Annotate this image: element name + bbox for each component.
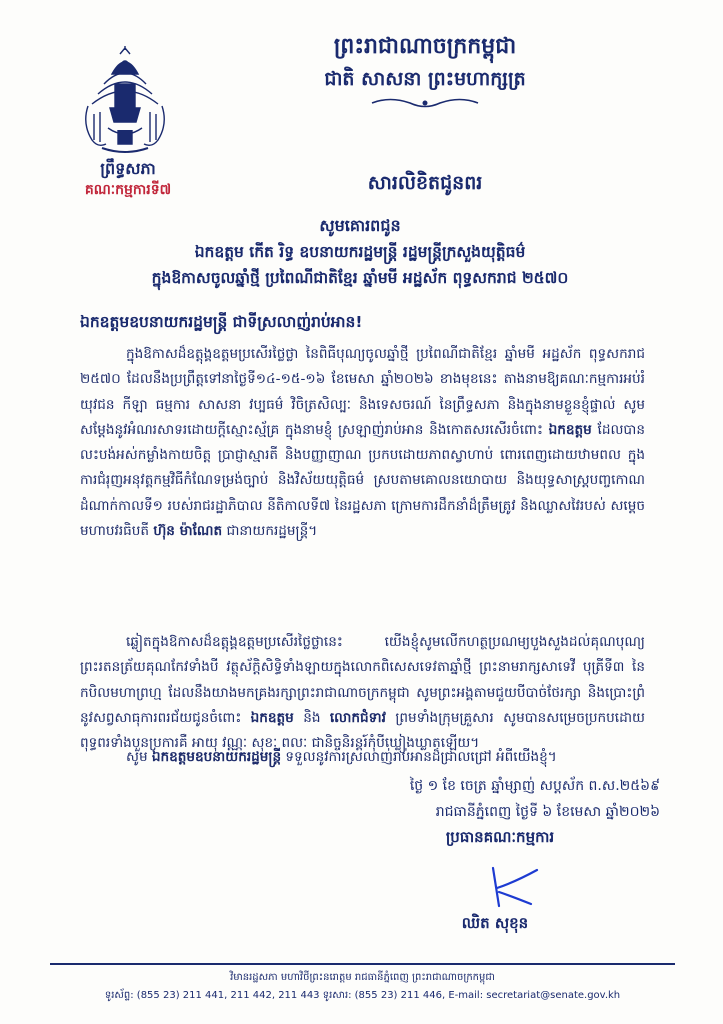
handwritten-signature-icon xyxy=(475,862,545,912)
paragraph-1-mid: ដែលបានលះបង់អស់កម្លាំងកាយចិត្ត ប្រាជ្ញាស្មារតី និងបញ្ញាញាណ ប្រកបដោយភាពស្វាហាប់ ពោរពេញដោយឋាមពល ក្នុងការជំរុញអនុវត្តកម្មវិធីកំណែទម្រង់ច្បាប់ និងវិស័យយុត្តិធម៌ ស្របតាមគោលនយោបាយ និងយុទ្ធសាស្ត្របញ្ចកោណ ដំណាក់កាលទី១ របស់រាជរដ្ឋាភិបាល នីតិកាលទី៧ នៃរដ្ឋសភា ក្រោមការដឹកនាំដ៏ត្រឹមត្រូវ និងឈ្លាសវៃរបស់ សម្ដេចមហាបវរធិបតី xyxy=(80,421,645,540)
document-title: សារលិខិតជូនពរ xyxy=(367,172,483,194)
lunar-date: ថ្ងៃ ១ ខែ ចេត្រ ឆ្នាំម្សាញ់ សប្តស័ក ព.ស.២៥៦៩ xyxy=(409,778,660,794)
solar-date: រាជធានីភ្នំពេញ ថ្ងៃទី ៦ ខែមេសា ឆ្នាំ២០២៦ xyxy=(435,804,660,820)
paragraph-3-tail: ទទួលនូវការស្រលាញ់រាប់អានដ៏ជ្រាលជ្រៅ អំពីយើងខ្ញុំ។ xyxy=(285,749,557,765)
footer-divider xyxy=(50,963,675,965)
salutation: ឯកឧត្តមឧបនាយករដ្ឋមន្ត្រី ជាទីស្រលាញ់រាប់អាន! xyxy=(80,313,363,331)
kingdom-heading: ព្រះរាជាណាចក្រកម្ពុជា xyxy=(333,34,517,59)
royal-arms-emblem-icon xyxy=(74,44,176,156)
ornament-divider-icon xyxy=(370,96,480,110)
paragraph-1-lead: ក្នុងឱកាសដ៏ឧត្តុង្គឧត្តមប្រសើរថ្លៃថ្លា នៃពិធីបុណ្យចូលឆ្នាំថ្មី ប្រពៃណីជាតិខ្មែរ ឆ្នាំមមី អដ្ឋស័ក ពុទ្ធសករាជ ២៥៧០ ដែលនឹងប្រព្រឹត្តទៅនាថ្ងៃទី១៤-១៥-១៦ ខែមេសា ឆ្នាំ២០២៦ ខាងមុខនេះ តាងនាមឱ្យគណៈកម្មការអប់រំ យុវជន កីឡា ធម្មការ សាសនា វប្បធម៌ វិចិត្រសិល្បៈ និងទេសចរណ៍ នៃព្រឹទ្ធសភា និងក្នុងនាមខ្លួនខ្ញុំផ្ទាល់ សូមសម្ដែងនូវអំណរសាទរដោយក្ដីស្មោះស្ម័គ្រ ក្នុងនាមខ្ញុំ ស្រឡាញ់រាប់អាន និងកោតសរសើរចំពោះ xyxy=(80,346,645,438)
footer-contact: ទូរស័ព្ទ: (855 23) 211 441, 211 442, 211 443 ទូរសារ: (855 23) 211 446, E-mail: secretariat@senate.gov.kh xyxy=(104,990,621,1001)
recipient-line: ឯកឧត្តម កើត រិទ្ធ ឧបនាយករដ្ឋមន្ត្រី រដ្ឋមន្ត្រីក្រសួងយុត្តិធម៌ xyxy=(194,243,526,261)
footer-address: វិមានរដ្ឋសភា មហាវិថីព្រះនរោត្តម រាជធានីភ្នំពេញ ព្រះរាជាណាចក្រកម្ពុជា xyxy=(230,972,495,983)
occasion-line: ក្នុងឱកាសចូលឆ្នាំថ្មី ប្រពៃណីជាតិខ្មែរ ឆ្នាំមមី អដ្ឋស័ក ពុទ្ធសករាជ ២៥៧០ xyxy=(151,269,569,287)
signatory-title: ប្រធានគណៈកម្មការ xyxy=(445,828,555,846)
addressee-intro: សូមគោរពជូន xyxy=(319,216,401,235)
paragraph-2-spouse: លោកជំទាវ xyxy=(329,709,386,726)
national-motto: ជាតិ សាសនា ព្រះមហាក្សត្រ xyxy=(324,68,526,90)
committee-name: គណៈកម្មការទី៧ xyxy=(84,182,172,198)
paragraph-3-honorific: ឯកឧត្តមឧបនាយករដ្ឋមន្ត្រី xyxy=(151,749,282,765)
signatory-name: ឈិត សុខុន xyxy=(461,914,529,932)
left-letterhead xyxy=(58,158,198,200)
paragraph-1-honorific: ឯកឧត្តម xyxy=(548,421,592,438)
paragraph-2-tail: ព្រមទាំងក្រុមគ្រួសារ សូមបានសម្រេចប្រកបដោយពុទ្ធពរទាំងបួនប្រការគឺ អាយុ វណ្ណៈ សុខៈ ពលៈ ជានិច្ចនិរន្តរ៍កុំបីឃ្លៀងឃ្លាតឡើយ។ xyxy=(80,709,645,752)
paragraph-1-tail: ជានាយករដ្ឋមន្ត្រី។ xyxy=(226,523,318,540)
body-paragraph-2 xyxy=(80,630,645,756)
paragraph-2-honorific: ឯកឧត្តម xyxy=(250,709,294,726)
prime-minister-name: ហ៊ុន ម៉ាណែត xyxy=(153,523,223,540)
paragraph-2-lead: ឆ្លៀតក្នុងឱកាសដ៏ឧត្តុង្គឧត្តមប្រសើរថ្លៃថ្លានេះ យើងខ្ញុំសូមលើកហត្ថប្រណម្យបួងសួងដល់គុណបុណ្យព្រះរតនត្រ័យគុណកែវទាំងបី វត្ថុស័ក្តិសិទ្ធិទាំងឡាយក្នុងលោកពិសេសទេវតាឆ្នាំថ្មី ព្រះនាមរាក្សសាទេវី បុត្រីទី៣ នៃកបិលមហាព្រហ្ម ដែលនឹងយាងមកគ្រងរក្សាព្រះរាជាណាចក្រកម្ពុជា សូមព្រះអង្គតាមជួយបីបាច់ថែរក្សា និងប្រោះព្រំនូវសព្វសាធុការពរជ័យជូនចំពោះ xyxy=(80,634,645,726)
body-paragraph-3 xyxy=(80,745,645,770)
paragraph-2-and: និង xyxy=(303,709,321,726)
paragraph-3-lead: សូម xyxy=(126,749,148,765)
institution-name: ព្រឹទ្ធសភា xyxy=(100,159,156,178)
body-paragraph-1 xyxy=(80,342,645,544)
